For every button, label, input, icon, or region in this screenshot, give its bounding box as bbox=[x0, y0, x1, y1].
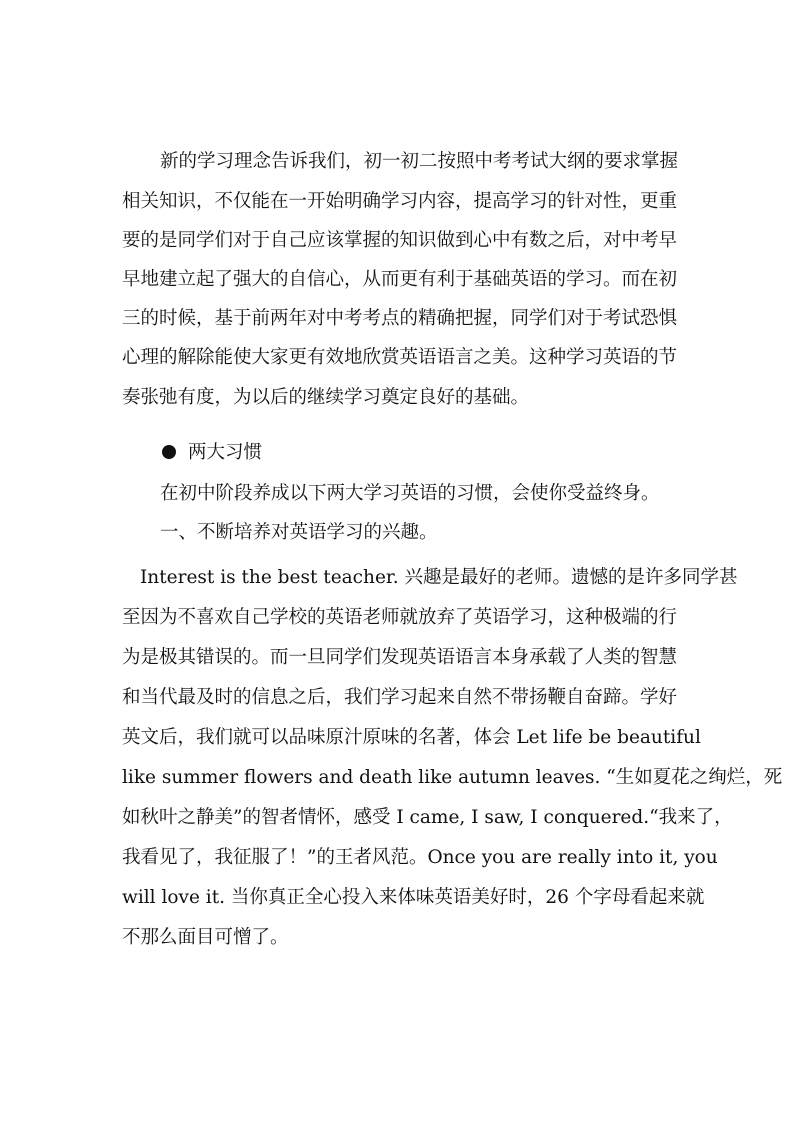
paragraph-2-line-7: 如秋叶之静美”的智者情怀，感受 I came, I saw, I conquered.“我来了， bbox=[122, 807, 733, 828]
section-heading: 一、不断培养对英语学习的兴趣。 bbox=[160, 522, 438, 543]
paragraph-2-line-9: will love it. 当你真正全心投入来体味英语美好时，26 个字母看起来就 bbox=[122, 887, 705, 908]
paragraph-1-line-2: 相关知识，不仅能在一开始明确学习内容，提高学习的针对性，更重 bbox=[122, 191, 678, 212]
bullet-heading: 两大习惯 bbox=[188, 442, 263, 463]
paragraph-1-line-1: 新的学习理念告诉我们，初一初二按照中考考试大纲的要求掌握 bbox=[160, 151, 679, 172]
paragraph-2-line-1: Interest is the best teacher. 兴趣是最好的老师。遗憾的是许多同学甚 bbox=[140, 567, 738, 588]
paragraph-2-line-6: like summer flowers and death like autumn leaves. “生如夏花之绚烂，死 bbox=[122, 767, 783, 788]
paragraph-2-line-5: 英文后，我们就可以品味原汁原味的名著，体会 Let life be beautiful bbox=[122, 727, 701, 748]
paragraph-2-line-3: 为是极其错误的。而一旦同学们发现英语语言本身承载了人类的智慧 bbox=[122, 647, 678, 668]
paragraph-1-line-4: 早地建立起了强大的自信心，从而更有利于基础英语的学习。而在初 bbox=[122, 269, 678, 290]
paragraph-1-line-3: 要的是同学们对于自己应该掌握的知识做到心中有数之后，对中考早 bbox=[122, 230, 678, 251]
paragraph-1-line-6: 心理的解除能使大家更有效地欣赏英语语言之美。这种学习英语的节 bbox=[122, 347, 678, 368]
paragraph-2-line-10: 不那么面目可憎了。 bbox=[122, 927, 289, 948]
paragraph-1-line-7: 奏张弛有度，为以后的继续学习奠定良好的基础。 bbox=[122, 387, 530, 408]
bullet-icon bbox=[162, 445, 176, 459]
paragraph-1-line-5: 三的时候，基于前两年对中考考点的精确把握，同学们对于考试恐惧 bbox=[122, 308, 678, 329]
paragraph-2-line-4: 和当代最及时的信息之后，我们学习起来自然不带扬鞭自奋蹄。学好 bbox=[122, 687, 678, 708]
paragraph-2-line-8: 我看见了，我征服了！”的王者风范。Once you are really into it, you bbox=[122, 847, 718, 868]
paragraph-2-line-2: 至因为不喜欢自己学校的英语老师就放弃了英语学习，这种极端的行 bbox=[122, 607, 678, 628]
intro-sentence: 在初中阶段养成以下两大学习英语的习惯，会使你受益终身。 bbox=[160, 483, 660, 504]
